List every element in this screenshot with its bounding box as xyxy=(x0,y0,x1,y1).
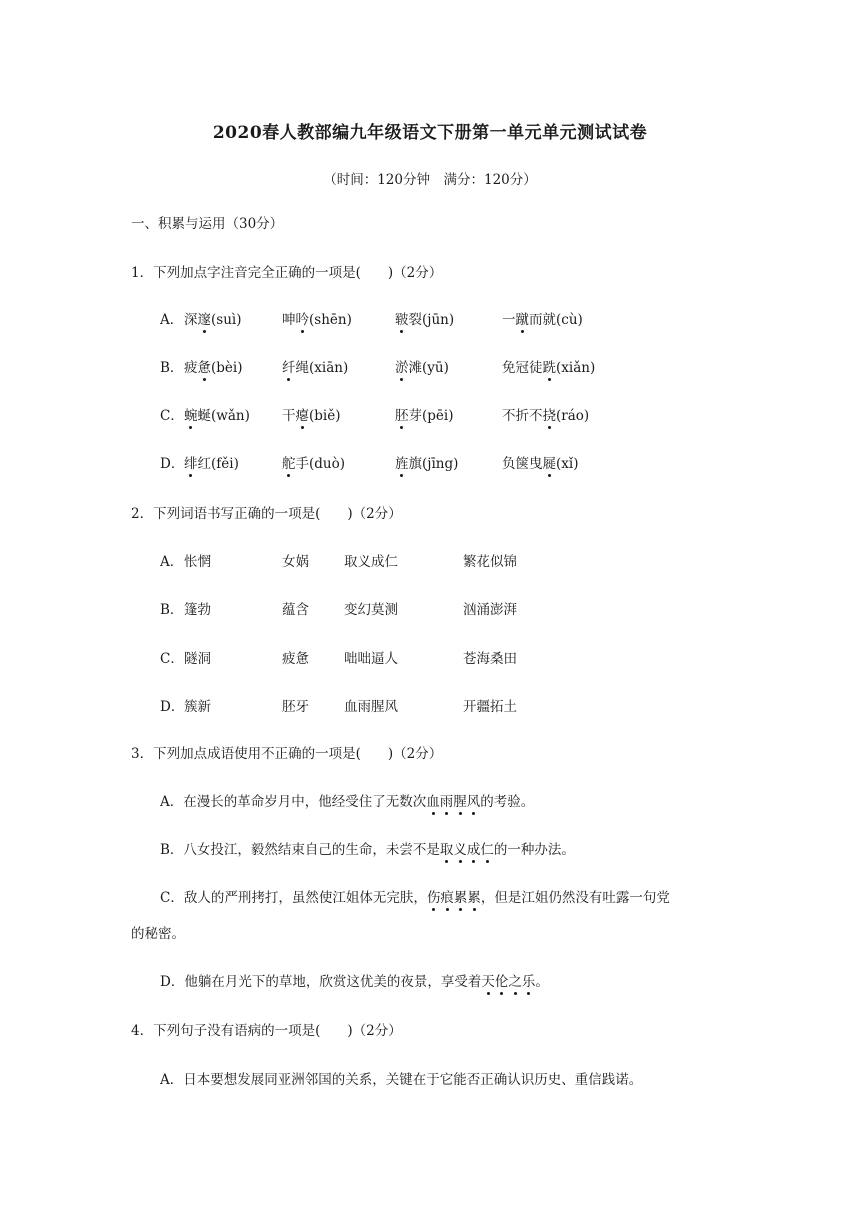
question-4-stem: 4．下列句子没有语病的一项是( )（2分） xyxy=(131,1023,402,1039)
option-label: A． xyxy=(160,312,184,328)
pinyin-item xyxy=(395,308,454,328)
dotted-idiom xyxy=(426,794,480,810)
dotted-char: 蹴 xyxy=(516,308,530,328)
item-text: 深 xyxy=(184,312,198,328)
option-text: 的考验。 xyxy=(480,794,535,810)
dotted-char: 屣 xyxy=(543,452,557,472)
item-text: 负箧曳 xyxy=(502,456,543,472)
dotted-char: 蜿 xyxy=(184,404,198,424)
item-text: 红(fěi) xyxy=(197,456,239,472)
dotted-char: 天 xyxy=(481,970,495,990)
pinyin-item xyxy=(395,356,449,376)
option-text: 。 xyxy=(535,974,549,990)
item-text: (shēn) xyxy=(309,312,352,328)
item-text: (biě) xyxy=(309,408,341,424)
dotted-char: 皲 xyxy=(395,308,409,328)
dotted-char: 风 xyxy=(467,790,481,810)
question-3-option-c xyxy=(160,886,670,906)
item-text: 而就(cù) xyxy=(529,312,583,328)
dotted-char: 血 xyxy=(426,790,440,810)
pinyin-item xyxy=(282,404,340,424)
word-item: 取义成仁 xyxy=(344,554,398,570)
word-item: 怅惘 xyxy=(184,554,211,570)
pinyin-item xyxy=(184,308,241,328)
section-heading: 一、积累与运用（30分） xyxy=(131,216,284,232)
word-item: 胚牙 xyxy=(282,699,309,715)
word-item: 汹涌澎湃 xyxy=(463,602,517,618)
question-3-option-d xyxy=(160,970,549,990)
dotted-idiom xyxy=(481,974,535,990)
pinyin-item xyxy=(395,452,458,472)
dotted-char: 成 xyxy=(467,838,481,858)
question-4-option-a: A．日本要想发展同亚洲邻国的关系，关键在于它能否正确认识历史、重信践诺。 xyxy=(160,1072,643,1088)
dotted-char: 舵 xyxy=(282,452,296,472)
dotted-char: 痕 xyxy=(440,886,454,906)
item-text: 不折不 xyxy=(502,408,543,424)
pinyin-item xyxy=(502,452,578,472)
dotted-char: 胚 xyxy=(395,404,409,424)
dotted-char: 累 xyxy=(467,886,481,906)
option-label: D． xyxy=(160,456,185,472)
item-text: 滩(yū) xyxy=(408,360,449,376)
option-label: C． xyxy=(160,651,184,667)
word-item: 簇新 xyxy=(184,699,211,715)
dotted-char: 绯 xyxy=(184,452,198,472)
dotted-char: 雨 xyxy=(440,790,454,810)
question-3-option-a xyxy=(160,790,534,810)
item-text: 呻 xyxy=(282,312,296,328)
dotted-char: 挠 xyxy=(543,404,557,424)
word-item: 苍海桑田 xyxy=(463,651,517,667)
dotted-idiom xyxy=(427,890,481,906)
dotted-char: 惫 xyxy=(198,356,212,376)
item-text: 裂(jūn) xyxy=(408,312,455,328)
word-item: 繁花似锦 xyxy=(463,554,517,570)
item-text: (suì) xyxy=(211,312,242,328)
pinyin-item xyxy=(282,452,345,472)
option-text: A．在漫长的革命岁月中，他经受住了无数次 xyxy=(160,794,427,810)
item-text: (xǐ) xyxy=(556,456,579,472)
option-text: D．他躺在月光下的草地，欣赏这优美的夜景，享受着 xyxy=(160,974,482,990)
dotted-char: 累 xyxy=(454,886,468,906)
item-text: 一 xyxy=(502,312,516,328)
word-item: 蕴含 xyxy=(282,602,309,618)
pinyin-item xyxy=(502,404,589,424)
pinyin-item xyxy=(184,404,250,424)
option-text: 的一种办法。 xyxy=(493,842,575,858)
pinyin-item xyxy=(184,356,242,376)
question-3-option-c-continued: 的秘密。 xyxy=(131,926,185,942)
item-text: 芽(pēi) xyxy=(408,408,454,424)
option-label: B． xyxy=(160,360,184,376)
item-text: 旗(jīng) xyxy=(408,456,459,472)
dotted-char: 旌 xyxy=(395,452,409,472)
pinyin-item xyxy=(184,452,239,472)
dotted-char: 淤 xyxy=(395,356,409,376)
pinyin-item xyxy=(282,356,348,376)
word-item: 血雨腥风 xyxy=(344,699,398,715)
dotted-char: 乐 xyxy=(522,970,536,990)
pinyin-item xyxy=(502,308,583,328)
word-item: 隧洞 xyxy=(184,651,211,667)
item-text: (ráo) xyxy=(556,408,590,424)
word-item: 开疆拓土 xyxy=(463,699,517,715)
word-item: 女娲 xyxy=(282,554,309,570)
option-text: ，但是江姐仍然没有吐露一句党 xyxy=(480,890,670,906)
option-text: B．八女投江，毅然结束自己的生命，未尝不是 xyxy=(160,842,440,858)
dotted-char: 仁 xyxy=(480,838,494,858)
exam-time-score: （时间：120分钟 满分：120分） xyxy=(323,172,537,188)
option-label: A． xyxy=(160,554,184,570)
question-3-option-b xyxy=(160,838,575,858)
item-text: 绳(xiān) xyxy=(295,360,349,376)
dotted-char: 瘪 xyxy=(296,404,310,424)
dotted-char: 跣 xyxy=(543,356,557,376)
question-1-stem: 1．下列加点字注音完全正确的一项是( )（2分） xyxy=(131,265,443,281)
word-item: 疲惫 xyxy=(282,651,309,667)
item-text: (xiǎn) xyxy=(556,360,596,376)
item-text: 手(duò) xyxy=(295,456,345,472)
word-item: 咄咄逼人 xyxy=(344,651,398,667)
item-text: 免冠徒 xyxy=(502,360,543,376)
item-text: 干 xyxy=(282,408,296,424)
item-text: (bèi) xyxy=(211,360,243,376)
dotted-char: 邃 xyxy=(198,308,212,328)
dotted-char: 吟 xyxy=(296,308,310,328)
dotted-char: 腥 xyxy=(453,790,467,810)
dotted-char: 之 xyxy=(508,970,522,990)
pinyin-item xyxy=(502,356,595,376)
option-label: D． xyxy=(160,699,185,715)
page-title: 2020春人教部编九年级语文下册第一单元单元测试试卷 xyxy=(212,123,648,143)
dotted-char: 伦 xyxy=(495,970,509,990)
pinyin-item xyxy=(395,404,453,424)
word-item: 篷勃 xyxy=(184,602,211,618)
word-item: 变幻莫测 xyxy=(344,602,398,618)
question-3-stem: 3．下列加点成语使用不正确的一项是( )（2分） xyxy=(131,746,443,762)
option-label: B． xyxy=(160,602,184,618)
option-label: C． xyxy=(160,408,184,424)
dotted-idiom xyxy=(440,842,494,858)
dotted-char: 义 xyxy=(453,838,467,858)
option-text: C．敌人的严刑拷打，虽然使江姐体无完肤， xyxy=(160,890,427,906)
dotted-char: 纤 xyxy=(282,356,296,376)
item-text: 疲 xyxy=(184,360,198,376)
pinyin-item xyxy=(282,308,352,328)
question-2-stem: 2．下列词语书写正确的一项是( )（2分） xyxy=(131,506,402,522)
dotted-char: 伤 xyxy=(427,886,441,906)
dotted-char: 取 xyxy=(440,838,454,858)
item-text: 蜒(wǎn) xyxy=(197,408,250,424)
